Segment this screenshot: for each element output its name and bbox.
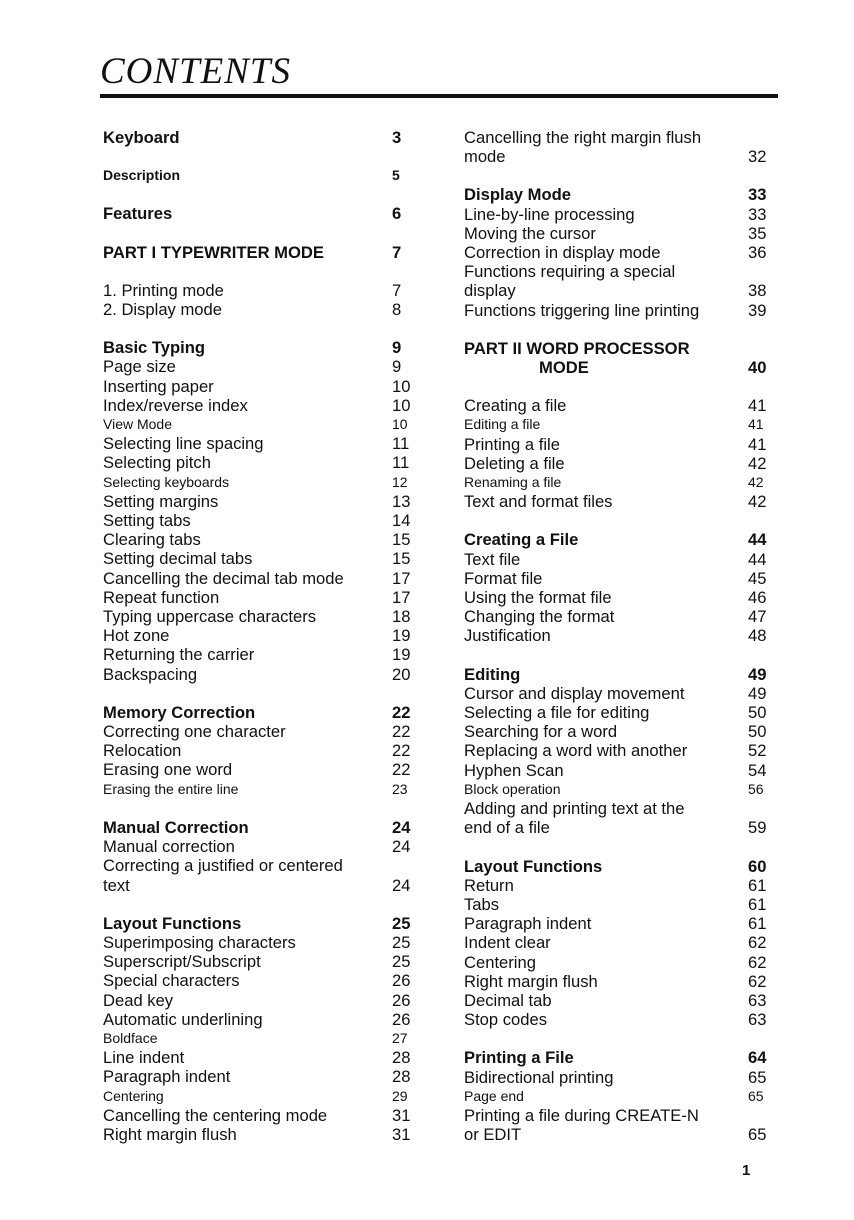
toc-entry-title: PART II WORD PROCESSOR: [464, 338, 690, 358]
toc-entry: [103, 1125, 418, 1144]
toc-entry-page: 48: [748, 626, 767, 646]
toc-entry-page: 17: [392, 568, 411, 588]
toc-entry-title: Block operation: [464, 780, 561, 797]
section-gap: [464, 646, 774, 665]
toc-entry-title: mode: [464, 147, 506, 167]
toc-entry: [464, 626, 774, 645]
toc-entry-page: 7: [392, 242, 402, 262]
toc-entry-title: Cancelling the centering mode: [103, 1105, 328, 1125]
toc-entry-page: 65: [748, 1125, 767, 1145]
toc-entry-page: 9: [392, 338, 402, 358]
toc-entry-title: Boldface: [103, 1029, 158, 1046]
toc-entry-page: 12: [392, 473, 408, 490]
toc-entry-title: Using the format file: [464, 588, 612, 608]
toc-entry: [464, 1048, 774, 1067]
toc-entry: [103, 703, 418, 722]
toc-entry-title: Relocation: [103, 741, 182, 761]
toc-entry: [103, 453, 418, 472]
section-gap: [103, 895, 418, 914]
toc-entry: [464, 991, 774, 1010]
toc-entry: [464, 953, 774, 972]
toc-entry-title: Adding and printing text at the: [464, 799, 685, 819]
toc-entry-title: Renaming a file: [464, 474, 562, 491]
toc-entry-page: 22: [392, 702, 411, 722]
section-gap: [103, 147, 418, 166]
toc-entry: [103, 876, 418, 895]
toc-entry: [464, 224, 774, 243]
toc-entry: [103, 473, 418, 492]
toc-entry-title: Creating a File: [464, 530, 579, 550]
toc-entry: [103, 396, 418, 415]
toc-entry-title: Keyboard: [103, 128, 180, 147]
toc-entry-title: Erasing one word: [103, 760, 233, 780]
toc-entry: [464, 358, 774, 377]
toc-entry-page: 65: [748, 1067, 767, 1087]
toc-entry: [103, 588, 418, 607]
toc-entry-title: Page end: [464, 1087, 524, 1104]
toc-entry: [464, 205, 774, 224]
toc-entry-page: 33: [748, 185, 767, 205]
toc-entry: [464, 530, 774, 549]
toc-entry-page: 11: [392, 434, 410, 454]
toc-entry-title: Hot zone: [103, 626, 170, 646]
toc-entry-title: PART I TYPEWRITER MODE: [103, 242, 324, 262]
toc-entry: [464, 435, 774, 454]
section-gap: [464, 166, 774, 185]
toc-entry-title: Text file: [464, 549, 521, 569]
toc-entry-title: Typing uppercase characters: [103, 607, 317, 627]
toc-entry: [103, 1010, 418, 1029]
toc-entry: [103, 1029, 418, 1048]
toc-entry-title: Right margin flush: [103, 1124, 237, 1144]
toc-entry-page: 10: [392, 376, 411, 396]
toc-entry: [464, 703, 774, 722]
toc-entry-page: 41: [748, 434, 767, 454]
toc-entry: [103, 128, 418, 147]
section-gap: [464, 377, 774, 396]
toc-entry: [464, 1010, 774, 1029]
toc-entry-page: 18: [392, 607, 411, 627]
toc-entry-page: 13: [392, 491, 411, 511]
page-number: 1: [742, 1162, 751, 1179]
toc-entry: [464, 761, 774, 780]
toc-entry: [103, 377, 418, 396]
toc-entry: [464, 550, 774, 569]
toc-entry-page: 61: [748, 875, 767, 895]
toc-entry: [464, 684, 774, 703]
toc-entry-page: 31: [392, 1105, 411, 1125]
toc-entry-title: Moving the cursor: [464, 223, 596, 243]
toc-entry-title: Searching for a word: [464, 722, 618, 742]
toc-entry-title: Automatic underlining: [103, 1009, 263, 1029]
section-gap: [103, 684, 418, 703]
toc-entry: [103, 991, 418, 1010]
toc-entry-title: Selecting keyboards: [103, 473, 230, 490]
toc-entry-page: 40: [748, 358, 767, 378]
toc-entry-page: 3: [392, 128, 402, 147]
toc-entry-title: Right margin flush: [464, 971, 598, 991]
toc-entry-page: 41: [748, 416, 764, 433]
toc-entry-page: 15: [392, 549, 411, 569]
toc-entry: [464, 128, 774, 147]
toc-entry-page: 25: [392, 932, 411, 952]
toc-entry-title: Special characters: [103, 971, 240, 991]
toc-entry-title: Basic Typing: [103, 338, 206, 358]
toc-entry-page: 22: [392, 741, 411, 761]
toc-entry-page: 32: [748, 147, 767, 167]
toc-entry: [464, 741, 774, 760]
toc-entry-title: Line indent: [103, 1048, 185, 1068]
toc-entry-page: 59: [748, 818, 767, 838]
toc-entry-page: 19: [392, 645, 411, 665]
toc-entry: [464, 185, 774, 204]
toc-entry: [464, 1106, 774, 1125]
toc-entry-title: Manual Correction: [103, 817, 249, 837]
toc-entry: [464, 895, 774, 914]
toc-entry-page: 26: [392, 1009, 411, 1029]
toc-entry: [103, 952, 418, 971]
toc-entry-page: 8: [392, 300, 402, 320]
toc-entry: [464, 876, 774, 895]
toc-entry: [464, 1087, 774, 1106]
toc-entry-page: 61: [748, 894, 767, 914]
toc-entry-title: Tabs: [464, 894, 500, 914]
toc-entry: [103, 818, 418, 837]
toc-entry-title: Superimposing characters: [103, 932, 296, 952]
toc-entry-page: 63: [748, 1010, 767, 1030]
toc-entry-title: Functions requiring a special: [464, 262, 676, 282]
toc-entry: [464, 857, 774, 876]
toc-entry-page: 10: [392, 416, 408, 433]
toc-entry-page: 20: [392, 664, 411, 684]
toc-entry: [464, 281, 774, 300]
toc-entry-page: 9: [392, 357, 402, 377]
toc-entry-page: 62: [748, 933, 767, 953]
toc-entry: [464, 262, 774, 281]
toc-entry: [464, 396, 774, 415]
toc-entry-page: 14: [392, 511, 411, 531]
toc-entry-page: 50: [748, 703, 767, 723]
toc-entry-page: 28: [392, 1048, 411, 1068]
toc-entry-page: 19: [392, 626, 411, 646]
toc-entry-page: 42: [748, 474, 764, 491]
toc-entry: [103, 357, 418, 376]
toc-entry-page: 44: [748, 549, 767, 569]
toc-entry-page: 41: [748, 396, 767, 416]
toc-entry-title: Setting margins: [103, 491, 219, 511]
toc-entry-page: 45: [748, 568, 767, 588]
toc-entry: [103, 1048, 418, 1067]
toc-entry-title: Superscript/Subscript: [103, 952, 261, 972]
toc-entry: [464, 799, 774, 818]
toc-entry-title: Setting tabs: [103, 511, 191, 531]
toc-entry: [103, 741, 418, 760]
contents-left-column: [103, 128, 418, 1144]
toc-entry: [103, 281, 418, 300]
toc-entry-page: 38: [748, 281, 767, 301]
toc-entry: [464, 415, 774, 434]
toc-entry-page: 42: [748, 453, 767, 473]
toc-entry-page: 50: [748, 722, 767, 742]
toc-entry-title: Returning the carrier: [103, 645, 255, 665]
toc-entry: [103, 1106, 418, 1125]
toc-entry: [103, 933, 418, 952]
toc-entry: [464, 492, 774, 511]
toc-entry-title: Correcting one character: [103, 722, 286, 742]
toc-entry: [103, 722, 418, 741]
toc-entry-page: 49: [748, 683, 767, 703]
toc-entry: [103, 243, 418, 262]
toc-entry: [464, 607, 774, 626]
toc-entry-title: View Mode: [103, 416, 173, 433]
toc-entry-page: 26: [392, 990, 411, 1010]
toc-entry: [103, 338, 418, 357]
toc-entry-title: Cursor and display movement: [464, 683, 685, 703]
toc-entry-title: Correction in display mode: [464, 243, 661, 263]
toc-entry-page: 63: [748, 990, 767, 1010]
toc-entry: [103, 549, 418, 568]
toc-entry: [103, 760, 418, 779]
toc-entry-page: 52: [748, 741, 767, 761]
toc-entry-page: 42: [748, 492, 767, 512]
section-gap: [464, 511, 774, 530]
toc-entry-page: 49: [748, 664, 767, 684]
toc-entry-title: Paragraph indent: [464, 914, 592, 934]
section-gap: [103, 262, 418, 281]
toc-entry-page: 65: [748, 1087, 764, 1104]
toc-entry-page: 62: [748, 952, 767, 972]
toc-entry-page: 15: [392, 530, 411, 550]
toc-entry-title: Paragraph indent: [103, 1067, 231, 1087]
toc-entry: [464, 780, 774, 799]
toc-entry-page: 46: [748, 588, 767, 608]
toc-entry-page: 61: [748, 914, 767, 934]
toc-entry-page: 24: [392, 875, 411, 895]
toc-entry-page: 26: [392, 971, 411, 991]
toc-entry-title: Editing a file: [464, 416, 541, 433]
toc-entry-page: 24: [392, 817, 411, 837]
toc-entry: [464, 1068, 774, 1087]
section-gap: [464, 1029, 774, 1048]
toc-entry-title: display: [464, 281, 516, 301]
toc-entry: [103, 492, 418, 511]
toc-entry-page: 7: [392, 280, 402, 300]
toc-entry-title: Description: [103, 167, 181, 184]
toc-entry-page: 5: [392, 167, 400, 184]
toc-entry-title: 2. Display mode: [103, 300, 222, 320]
toc-entry: [464, 569, 774, 588]
section-gap: [103, 224, 418, 243]
toc-entry-title: Hyphen Scan: [464, 760, 564, 780]
contents-right-column: [464, 128, 774, 1144]
section-gap: [464, 320, 774, 339]
toc-entry-title: Layout Functions: [464, 856, 603, 876]
toc-entry-title: Backspacing: [103, 664, 198, 684]
toc-entry-title: Manual correction: [103, 837, 235, 857]
toc-entry-title: Cancelling the right margin flush: [464, 128, 702, 147]
toc-entry-title: or EDIT: [464, 1125, 522, 1145]
toc-entry-title: Functions triggering line printing: [464, 300, 700, 320]
toc-entry: [464, 933, 774, 952]
toc-entry: [103, 569, 418, 588]
toc-entry-title: Selecting a file for editing: [464, 703, 650, 723]
section-gap: [103, 799, 418, 818]
toc-entry: [103, 780, 418, 799]
toc-entry-page: 33: [748, 204, 767, 224]
toc-entry: [464, 339, 774, 358]
toc-entry-title: Line-by-line processing: [464, 204, 635, 224]
toc-entry-page: 11: [392, 453, 410, 473]
toc-entry-page: 54: [748, 760, 767, 780]
section-gap: [103, 319, 418, 338]
toc-entry-title: Correcting a justified or centered: [103, 856, 343, 876]
toc-entry: [464, 147, 774, 166]
section-gap: [103, 185, 418, 204]
toc-entry-title: Centering: [464, 952, 536, 972]
toc-entry-page: 64: [748, 1048, 767, 1068]
toc-entry-title: Selecting line spacing: [103, 434, 264, 454]
toc-entry: [103, 434, 418, 453]
toc-entry-page: 60: [748, 856, 767, 876]
toc-entry-page: 62: [748, 971, 767, 991]
toc-entry: [103, 837, 418, 856]
toc-entry-title: Layout Functions: [103, 913, 242, 933]
toc-entry-page: 23: [392, 780, 408, 797]
toc-entry: [103, 914, 418, 933]
toc-entry-title: Format file: [464, 568, 543, 588]
toc-entry: [103, 530, 418, 549]
toc-entry-title: Dead key: [103, 990, 174, 1010]
toc-entry-title: Text and format files: [464, 492, 613, 512]
toc-entry-page: 39: [748, 300, 767, 320]
toc-entry-title: end of a file: [464, 818, 550, 838]
toc-entry-page: 22: [392, 760, 411, 780]
toc-entry-title: Printing a File: [464, 1048, 574, 1068]
toc-entry: [464, 1125, 774, 1144]
toc-entry: [464, 454, 774, 473]
toc-entry-title: Centering: [103, 1087, 164, 1104]
toc-entry: [464, 301, 774, 320]
toc-entry-title: Selecting pitch: [103, 453, 211, 473]
section-gap: [464, 838, 774, 857]
toc-entry-title: Stop codes: [464, 1010, 548, 1030]
toc-entry-title: Display Mode: [464, 185, 571, 205]
toc-entry: [103, 204, 418, 223]
page-title: CONTENTS: [100, 51, 292, 92]
toc-entry-title: Printing a file during CREATE-N: [464, 1105, 699, 1125]
toc-entry-title: Erasing the entire line: [103, 780, 239, 797]
toc-entry: [464, 665, 774, 684]
toc-entry: [464, 588, 774, 607]
toc-entry-page: 44: [748, 530, 767, 550]
toc-entry: [103, 166, 418, 185]
toc-entry-page: 24: [392, 837, 411, 857]
toc-entry: [103, 511, 418, 530]
toc-entry-title: Indent clear: [464, 933, 551, 953]
toc-entry: [103, 300, 418, 319]
toc-entry-page: 29: [392, 1087, 408, 1104]
toc-entry: [103, 626, 418, 645]
toc-entry-title: MODE: [539, 358, 589, 378]
toc-entry-page: 36: [748, 243, 767, 263]
toc-entry-title: Changing the format: [464, 607, 615, 627]
toc-entry: [464, 818, 774, 837]
toc-entry-title: Features: [103, 204, 173, 224]
toc-entry-title: Deleting a file: [464, 453, 565, 473]
toc-entry-page: 31: [392, 1124, 411, 1144]
toc-entry-title: Index/reverse index: [103, 395, 248, 415]
toc-entry-page: 27: [392, 1029, 408, 1046]
toc-entry-title: Bidirectional printing: [464, 1067, 614, 1087]
toc-entry-title: Replacing a word with another: [464, 741, 688, 761]
toc-entry-page: 28: [392, 1067, 411, 1087]
toc-entry-title: Inserting paper: [103, 376, 214, 396]
toc-entry-title: Justification: [464, 626, 551, 646]
toc-entry-title: Repeat function: [103, 587, 220, 607]
toc-entry-title: Memory Correction: [103, 702, 256, 722]
toc-entry-title: Page size: [103, 357, 176, 377]
toc-entry-page: 35: [748, 223, 767, 243]
toc-entry: [464, 473, 774, 492]
toc-entry-title: Creating a file: [464, 396, 567, 416]
toc-entry-page: 47: [748, 607, 767, 627]
toc-entry-page: 6: [392, 204, 402, 224]
toc-entry-page: 56: [748, 780, 764, 797]
toc-entry-title: Return: [464, 875, 514, 895]
toc-entry: [464, 722, 774, 741]
toc-entry: [103, 665, 418, 684]
toc-entry-title: Printing a file: [464, 434, 560, 454]
toc-entry: [103, 645, 418, 664]
toc-entry-title: 1. Printing mode: [103, 280, 224, 300]
toc-entry-title: Setting decimal tabs: [103, 549, 253, 569]
toc-entry: [103, 415, 418, 434]
toc-entry-title: text: [103, 875, 130, 895]
toc-entry-page: 17: [392, 587, 411, 607]
toc-entry: [464, 243, 774, 262]
toc-entry-title: Cancelling the decimal tab mode: [103, 568, 344, 588]
toc-entry-page: 25: [392, 952, 411, 972]
title-rule: [100, 94, 778, 98]
toc-entry: [464, 914, 774, 933]
toc-entry-title: Editing: [464, 664, 521, 684]
toc-entry: [464, 972, 774, 991]
toc-entry: [103, 971, 418, 990]
toc-entry: [103, 607, 418, 626]
toc-entry: [103, 1087, 418, 1106]
toc-entry-title: Decimal tab: [464, 990, 552, 1010]
toc-entry-page: 25: [392, 913, 411, 933]
toc-entry-title: Clearing tabs: [103, 530, 201, 550]
toc-entry-page: 22: [392, 722, 411, 742]
toc-entry: [103, 1067, 418, 1086]
toc-entry: [103, 856, 418, 875]
toc-entry-page: 10: [392, 395, 411, 415]
